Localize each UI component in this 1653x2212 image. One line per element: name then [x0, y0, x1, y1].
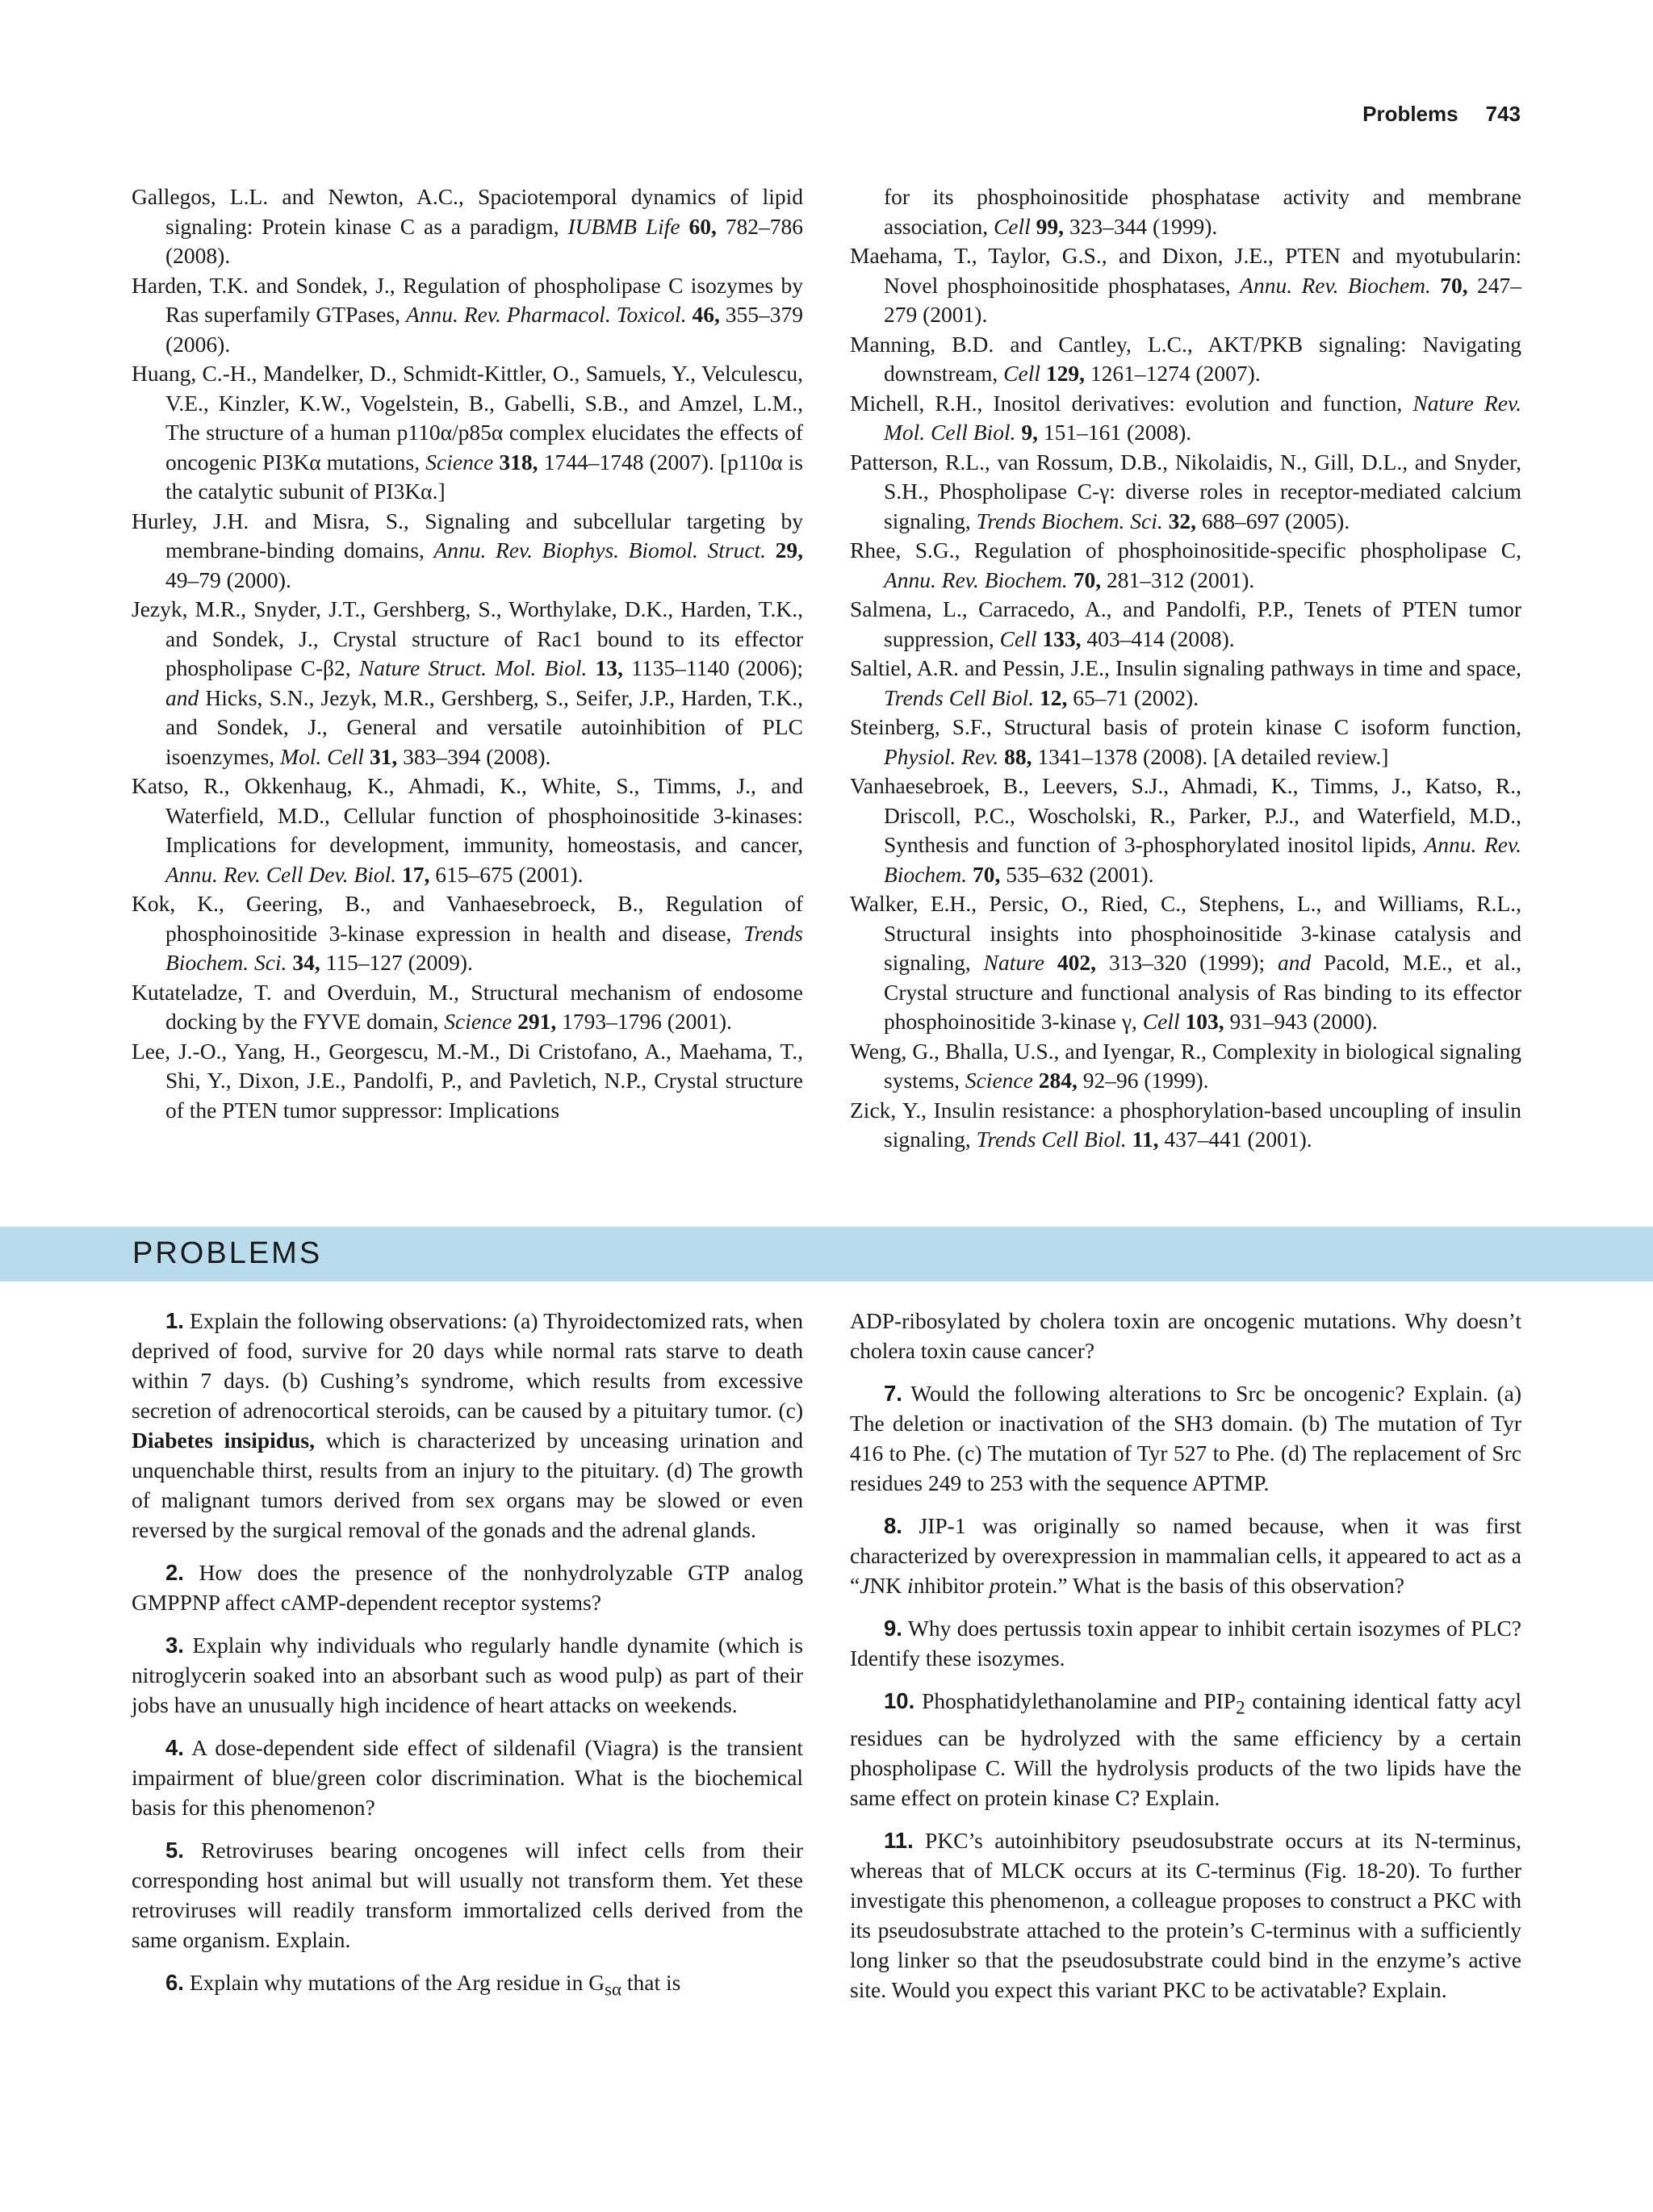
problem-text: PKC’s autoinhibitory pseudosubstrate occurs at its N-terminus, whereas that of MLCK occurs at its C-terminus (Fig. 18-20). To further investigate this phenomenon, a colleague proposes to construct a PKC with its pseudosubstrate attached to the protein’s C-terminus with a sufficiently long linker so that the pseudosubstrate could bind in the enzyme’s active site. Would you expect this variant PKC to be activatable? Explain. [850, 1827, 1522, 2002]
problems-banner [0, 1227, 1653, 1282]
reference-entry: Katso, R., Okkenhaug, K., Ahmadi, K., White, S., Timms, J., and Waterfield, M.D., Cellular function of phosphoinositide 3-kinases: Implications for development, immunity, homeostasis, and cancer, Annu. Rev. Cell Dev. Biol. 17, 615–675 (2001). [132, 773, 803, 887]
problem-item [132, 1967, 803, 2005]
reference-entry: Hurley, J.H. and Misra, S., Signaling and subcellular targeting by membrane-binding domains, Annu. Rev. Biophys. Biomol. Struct. 29, 49–79 (2000). [132, 508, 803, 592]
reference-entry: Walker, E.H., Persic, O., Ried, C., Stephens, L., and Williams, R.L., Structural insights into phosphoinositide 3-kinase catalysis and signaling, Nature 402, 313–320 (1999); and Pacold, M.E., et al., Crystal structure and functional analysis of Ras binding to its effector phosphoinositide 3-kinase γ, Cell 103, 931–943 (2000). [850, 891, 1521, 1034]
references-right-column [850, 182, 1521, 1155]
problem-text: Phosphatidylethanolamine and $PIP_2$ containing identical fatty acyl residues can be hydrolyzed with the same efficiency by a certain phospholipase C. Will the hydrolysis products of the two lipids have the same effect on protein kinase C? Explain. [850, 1688, 1521, 1810]
reference-entry: Gallegos, L.L. and Newton, A.C., Spaciotemporal dynamics of lipid signaling: Protein kinase C as a paradigm, IUBMB Life 60, 782–786 (2008). [132, 184, 804, 268]
problem-number: 10. [884, 1688, 915, 1713]
problem-item [850, 1378, 1521, 1498]
problem-item [850, 1825, 1521, 2005]
reference-entry: Manning, B.D. and Cantley, L.C., AKT/PKB signaling: Navigating downstream, Cell 129, 1261–1274 (2007). [850, 331, 1521, 386]
reference-entry: Kok, K., Geering, B., and Vanhaesebroeck, B., Regulation of phosphoinositide 3-kinase expression in health and disease, Trends Biochem. Sci. 34, 115–127 (2009). [132, 891, 803, 975]
problem-text: Why does pertussis toxin appear to inhibit certain isozymes of PLC? Identify these isozymes. [850, 1616, 1521, 1670]
reference-entry: Rhee, S.G., Regulation of phosphoinositide-specific phospholipase C, Annu. Rev. Biochem. 70, 281–312 (2001). [850, 537, 1521, 592]
problem-item [132, 1835, 803, 1955]
reference-entry: Jezyk, M.R., Snyder, J.T., Gershberg, S., Worthylake, D.K., Harden, T.K., and Sondek, J., Crystal structure of Rac1 bound to its effector phospholipase C-β2, Nature Struct. Mol. Biol. 13, 1135–1140 (2006); and Hicks, S.N., Jezyk, M.R., Gershberg, S., Seifer, J.P., Harden, T.K., and Sondek, J., General and versatile autoinhibition of PLC isoenzymes, Mol. Cell 31, 383–394 (2008). [132, 596, 804, 769]
references [132, 182, 1521, 1155]
problem-number: 11. [884, 1827, 914, 1853]
problems-right-column [850, 1306, 1521, 2018]
problem-item [132, 1558, 803, 1617]
problem-text: How does the presence of the nonhydrolyzable GTP analog GMPPNP affect cAMP-dependent receptor systems? [132, 1560, 804, 1615]
problem-text: Retroviruses bearing oncogenes will infect cells from their corresponding host animal but will usually not transform them. Yet these retroviruses will readily transform immortalized cells derived from the same organism. Explain. [132, 1838, 803, 1952]
problem-item [850, 1511, 1521, 1600]
reference-entry: Maehama, T., Taylor, G.S., and Dixon, J.E., PTEN and myotubularin: Novel phosphoinositide phosphatases, Annu. Rev. Biochem. 70, 247–279 (2001). [850, 243, 1522, 327]
problem-item [850, 1686, 1521, 1813]
reference-entry: Saltiel, A.R. and Pessin, J.E., Insulin signaling pathways in time and space, Trends Cell Biol. 12, 65–71 (2002). [850, 655, 1521, 710]
reference-entry: Michell, R.H., Inositol derivatives: evolution and function, Nature Rev. Mol. Cell Biol. 9, 151–161 (2008). [850, 390, 1521, 445]
reference-entry: Salmena, L., Carracedo, A., and Pandolfi, P.P., Tenets of PTEN tumor suppression, Cell 133, 403–414 (2008). [850, 596, 1521, 651]
references-left-column [132, 182, 803, 1155]
problem-number: 3. [165, 1633, 184, 1658]
running-header [1362, 102, 1521, 127]
problem-item [132, 1306, 803, 1545]
problem-text: Explain the following observations: (a) Thyroidectomized rats, when deprived of food, survive for 20 days while normal rats starve to death within 7 days. (b) Cushing’s syndrome, which results from excessive secretion of adrenocortical steroids, can be caused by a pituitary tumor. (c) Diabetes insipidus, which is characterized by unceasing urination and unquenchable thirst, results from an injury to the pituitary. (d) The growth of malignant tumors derived from sex organs may be slowed or even reversed by the surgical removal of the gonads and the adrenal glands. [132, 1308, 803, 1542]
problems-left-column [132, 1306, 803, 2018]
problem-item [132, 1630, 803, 1720]
problem-item [850, 1306, 1521, 1365]
reference-entry: Weng, G., Bhalla, U.S., and Iyengar, R., Complexity in biological signaling systems, Science 284, 92–96 (1999). [850, 1038, 1521, 1093]
problem-text: Explain why individuals who regularly handle dynamite (which is nitroglycerin soaked into an absorbant such as wood pulp) as part of their jobs have an unusually high incidence of heart attacks on weekends. [132, 1633, 804, 1717]
problem-item [850, 1613, 1521, 1673]
problems-section [132, 1306, 1521, 2018]
problem-number: 1. [165, 1308, 184, 1333]
problem-number: 6. [165, 1970, 184, 1995]
problem-text: Would the following alterations to Src be oncogenic? Explain. (a) The deletion or inactivation of the SH3 domain. (b) The mutation of Tyr 416 to Phe. (c) The mutation of Tyr 527 to Phe. (d) The replacement of Src residues 249 to 253 with the sequence APTMP. [850, 1381, 1521, 1495]
problem-number: 5. [165, 1838, 184, 1863]
problem-text: ADP-ribosylated by cholera toxin are oncogenic mutations. Why doesn’t cholera toxin cause cancer? [850, 1308, 1521, 1363]
reference-entry: Patterson, R.L., van Rossum, D.B., Nikolaidis, N., Gill, D.L., and Snyder, S.H., Phospholipase C-γ: diverse roles in receptor-mediated calcium signaling, Trends Biochem. Sci. 32, 688–697 (2005). [850, 449, 1521, 533]
problem-number: 9. [884, 1616, 902, 1641]
problem-number: 2. [165, 1560, 184, 1585]
reference-entry: Huang, C.-H., Mandelker, D., Schmidt-Kittler, O., Samuels, Y., Velculescu, V.E., Kinzler, K.W., Vogelstein, B., Gabelli, S.B., and Amzel, L.M., The structure of a human p110α/p85α complex elucidates the effects of oncogenic PI3Kα mutations, Science 318, 1744–1748 (2007). [p110α is the catalytic subunit of PI3Kα.] [132, 361, 803, 504]
problem-text: JIP-1 was originally so named because, when it was first characterized by overexpression in mammalian cells, it appeared to act as a “JNK inhibitor protein.” What is the basis of this observation? [850, 1513, 1521, 1598]
running-header-section: Problems [1362, 102, 1458, 126]
reference-entry: for its phosphoinositide phosphatase activity and membrane association, Cell 99, 323–344 (1999). [884, 184, 1521, 239]
problem-number: 7. [884, 1381, 902, 1406]
page-number: 743 [1485, 102, 1521, 126]
problem-text: A dose-dependent side effect of sildenafil (Viagra) is the transient impairment of blue/green color discrimination. What is the biochemical basis for this phenomenon? [132, 1735, 803, 1820]
problem-item [132, 1733, 803, 1822]
problems-heading: PROBLEMS [132, 1236, 323, 1270]
reference-entry: Harden, T.K. and Sondek, J., Regulation of phospholipase C isozymes by Ras superfamily GTPases, Annu. Rev. Pharmacol. Toxicol. 46, 355–379 (2006). [132, 272, 804, 357]
reference-entry: Kutateladze, T. and Overduin, M., Structural mechanism of endosome docking by the FYVE domain, Science 291, 1793–1796 (2001). [132, 979, 803, 1034]
problem-number: 8. [884, 1513, 902, 1538]
problem-number: 4. [165, 1735, 184, 1760]
problem-text: Explain why mutations of the Arg residue in $G_{s\alpha}$ that is [189, 1970, 681, 2000]
reference-entry: Vanhaesebroek, B., Leevers, S.J., Ahmadi, K., Timms, J., Katso, R., Driscoll, P.C., Woscholski, R., Parker, P.J., and Waterfield, M.D., Synthesis and function of 3-phosphorylated inositol lipids, Annu. Rev. Biochem. 70, 535–632 (2001). [850, 773, 1521, 887]
reference-entry: Zick, Y., Insulin resistance: a phosphorylation-based uncoupling of insulin signaling, Trends Cell Biol. 11, 437–441 (2001). [850, 1097, 1521, 1152]
reference-entry: Steinberg, S.F., Structural basis of protein kinase C isoform function, Physiol. Rev. 88, 1341–1378 (2008). [A detailed review.] [850, 714, 1521, 769]
reference-entry: Lee, J.-O., Yang, H., Georgescu, M.-M., Di Cristofano, A., Maehama, T., Shi, Y., Dixon, J.E., Pandolfi, P., and Pavletich, N.P., Crystal structure of the PTEN tumor suppressor: Implications [132, 1038, 803, 1123]
